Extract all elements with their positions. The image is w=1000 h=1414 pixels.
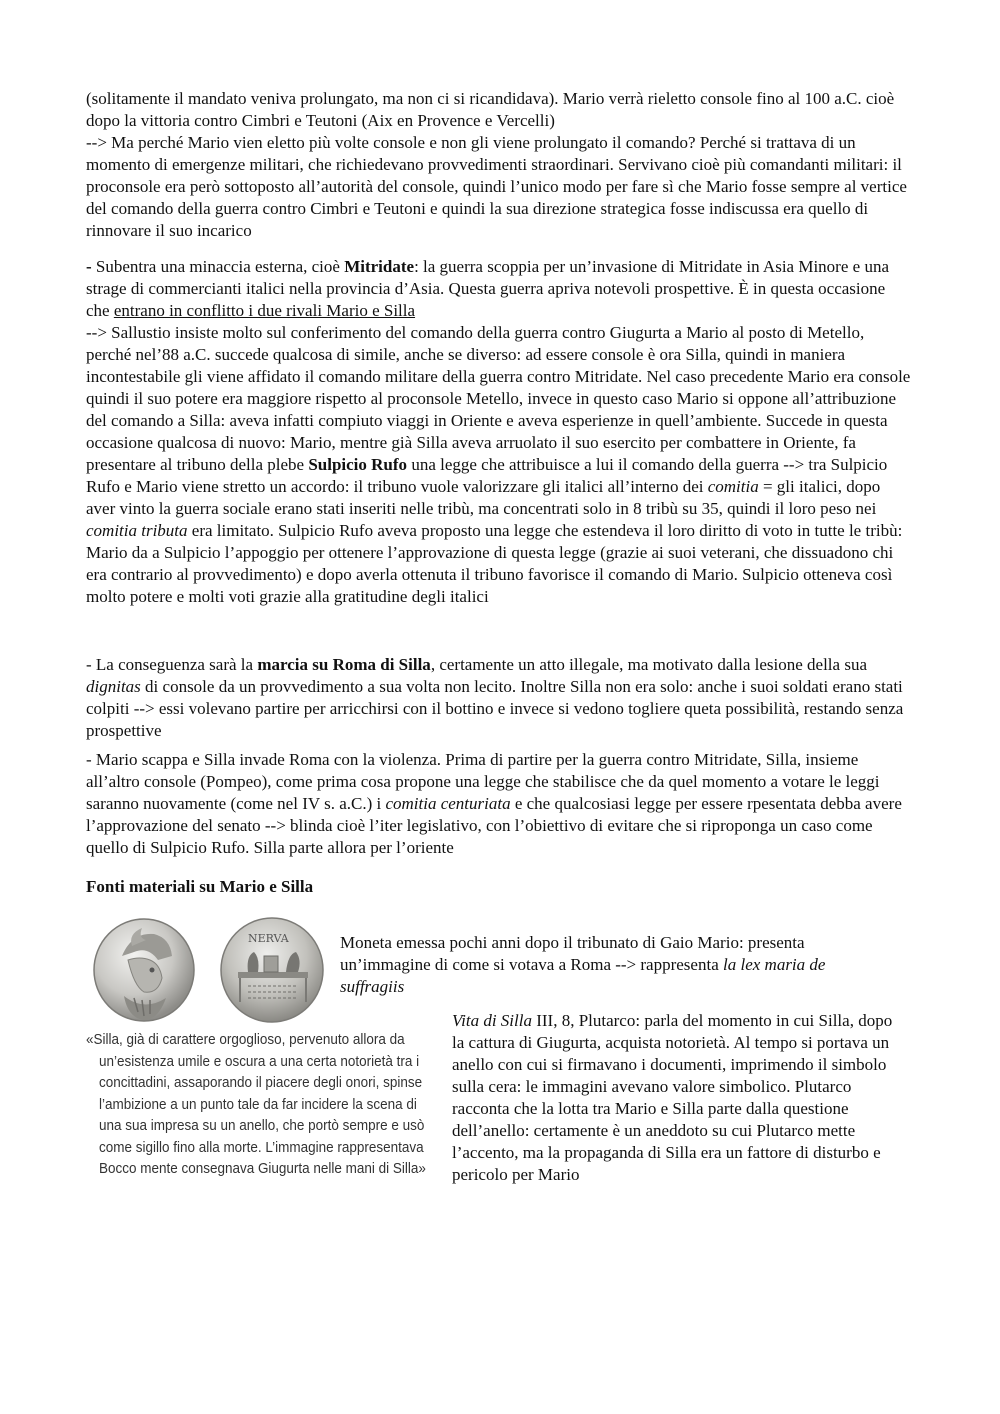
text-run: e che qualcosiasi legge per essere rpesentata debba avere l’approvazione del senato --> blinda cioè l’iter legislativo, con l’obiettivo di evitare che si riproponga un caso come quello di Sulpicio Rufo. Silla parte allora per l’oriente bbox=[86, 794, 902, 857]
coin-caption bbox=[340, 932, 880, 998]
text-run: III, 8, Plutarco: parla del momento in cui Silla, dopo la cattura di Giugurta, acquista notorietà. Al tempo si portava un anello con cui si firmavano i documenti, imprimendo il simbolo sulla cera: le immagini avevano valore simbolico. Plutarco racconta che la lotta tra Mario e Silla parte dalla questione dell’anello: certamente è un aneddoto su cui Plutarco mette l’accento, ma la propaganda di Silla era un fattore di disturbo e pericolo per Mario bbox=[452, 1011, 893, 1184]
text-run: = gli italici, dopo aver vinto la guerra sociale erano stati inseriti nelle tribù, ma concentrati solo in 8 tribù su 35, quindi il loro peso nei bbox=[86, 477, 881, 518]
coin-illustration bbox=[88, 916, 326, 1024]
term-comitia-centuriata: comitia centuriata bbox=[385, 794, 511, 813]
text-run: - La conseguenza sarà la bbox=[86, 655, 258, 674]
term-comitia-tributa: comitia tributa bbox=[86, 521, 188, 540]
caption-text bbox=[340, 932, 880, 998]
coin-obverse bbox=[94, 919, 194, 1021]
commentary-text bbox=[452, 1010, 902, 1186]
text-run: , certamente un atto illegale, ma motivato dalla lesione della sua bbox=[430, 655, 867, 674]
term-marcia-su-roma: marcia su Roma di Silla bbox=[257, 655, 431, 674]
paragraph-arrow-note bbox=[86, 322, 912, 608]
text-run: Moneta emessa pochi anni dopo il tribunato di Gaio Mario: presenta un’immagine di come si votava a Roma --> rappresenta bbox=[340, 933, 805, 974]
paragraph-silla-invade-roma bbox=[86, 749, 912, 859]
quote-line: un’esistenza umile e oscura a una certa notorietà tra i bbox=[99, 1053, 420, 1070]
paragraph-text bbox=[86, 654, 912, 742]
term-mitridate: Mitridate bbox=[344, 257, 415, 276]
quote-line: Bocco mente consegnava Giugurta nelle mani di Silla» bbox=[99, 1161, 426, 1177]
paragraph-marcia-su-roma bbox=[86, 654, 912, 742]
text-run: di console da un provvedimento a sua volta non lecito. Inoltre Silla non era solo: anche i suoi soldati erano stati colpiti --> essi volevano partire per arricchirsi con il bottino e invece si vedono togliere queta possibilità, restando senza prospettive bbox=[86, 677, 904, 740]
section-heading: Fonti materiali su Mario e Silla bbox=[86, 877, 314, 896]
plutarch-quote bbox=[86, 1030, 426, 1181]
text-run: era limitato. Sulpicio Rufo aveva proposto una legge che estendeva il loro diritto di voto in tutte le tribù: Mario da a Sulpicio l’appoggio per ottenere l’approvazione di questa legge (grazie ai suoi veterani, che dissuadono chi era contrario al provvedimento) e dopo averla ottenuta il tribuno favorisce il comando di Mario. Sulpicio otteneva così molto potere e molti voti grazie alla gratitudine degli italici bbox=[86, 521, 903, 606]
text-run: - Mario scappa e Silla invade Roma con la violenza. Prima di partire per la guerra contro Mitridate, Silla, insieme all’altro console (Pompeo), come prima cosa propone una legge che stabilisce che da quel momento a votare le leggi saranno nuovamente (come nel IV s. a.C.) i bbox=[86, 750, 880, 813]
coin-inscription: NERVA bbox=[248, 932, 289, 945]
paragraph-mario-consulates bbox=[86, 88, 912, 242]
plutarch-commentary bbox=[452, 1010, 902, 1186]
bullet-dash: - bbox=[86, 257, 96, 276]
quote-line: come sigillo fino alla morte. L’immagine rappresentava bbox=[99, 1139, 424, 1156]
quote-line: concittadini, assaporando il piacere degli onori, spinse bbox=[99, 1075, 423, 1091]
paragraph-mitridate bbox=[86, 256, 912, 608]
term-sulpicio-rufo: Sulpicio Rufo bbox=[308, 455, 408, 474]
term-dignitas: dignitas bbox=[86, 677, 141, 696]
term-comitia: comitia bbox=[707, 477, 759, 496]
paragraph-arrow-note: --> Ma perché Mario vien eletto più volte console e non gli viene prolungato il comando? Perché si trattava di un momento di emergenze militari, che richiedevano provvedimenti straordinari. Servivano cioè più comandanti militari: il proconsole era però sottoposto all’autorità del console, quindi l’unico modo per fare sì che Mario fosse sempre al vertice del comando della guerra contro Cimbri e Teutoni e quindi la sua direzione strategica fosse indiscussa era quello di rinnovare il suo incarico bbox=[86, 133, 907, 240]
quote-line: «Silla, già di carattere orgoglioso, pervenuto allora da bbox=[86, 1032, 405, 1048]
text-run: : la guerra scoppia per un’invasione di Mitridate in Asia Minore e una strage di commercianti italici nella provincia d’Asia. Questa guerra apriva notevoli prospettive. È in questa occasione che bbox=[86, 257, 889, 320]
quote-line: una sua impresa su un anello, che portò sempre e usò bbox=[99, 1118, 425, 1134]
underlined-phrase: entrano in conflitto i due rivali Mario e Silla bbox=[113, 301, 416, 320]
quote-line: l’ambizione a un punto tale da far incidere la scena di bbox=[99, 1096, 417, 1113]
paragraph-text bbox=[86, 256, 912, 322]
term-vita-di-silla: Vita di Silla bbox=[452, 1011, 532, 1030]
paragraph-text bbox=[86, 749, 912, 859]
paragraph-text: (solitamente il mandato veniva prolungato, ma non ci si ricandidava). Mario verrà rieletto console fino al 100 a.C. cioè dopo la vittoria contro Cimbri e Teutoni (Aix en Provence e Vercelli) bbox=[86, 89, 895, 130]
text-run: Subentra una minaccia esterna, cioè bbox=[95, 257, 345, 276]
term-lex-maria: la lex maria de suffragiis bbox=[340, 955, 826, 996]
text-run: --> Sallustio insiste molto sul conferimento del comando della guerra contro Giugurta a Mario al posto di Metello, perché nel’88 a.C. succede qualcosa di simile, anche se diverso: ad essere console è ora Silla, quindi in maniera incontestabile gli viene affidato il comando militare della guerra contro Mitridate. Nel caso precedente Mario era console quindi il suo potere era maggiore rispetto al proconsole Metello, invece in questo caso Mario si oppone all’attribuzione del comando a Silla: aveva infatti compiuto viaggi in Oriente e aveva esperienze in quell’ambiente. Succede in questa occasione qualcosa di nuovo: Mario, mentre già Silla aveva arruolato il suo esercito per combattere in Oriente, fa presentare al tribuno della plebe bbox=[86, 323, 911, 474]
text-run: una legge che attribuisce a lui il comando della guerra --> tra Sulpicio Rufo e Mario viene stretto un accordo: il tribuno vuole valorizzare gli italici all’interno dei bbox=[86, 455, 888, 496]
coin-reverse bbox=[221, 918, 323, 1022]
coin-image bbox=[88, 916, 326, 1024]
